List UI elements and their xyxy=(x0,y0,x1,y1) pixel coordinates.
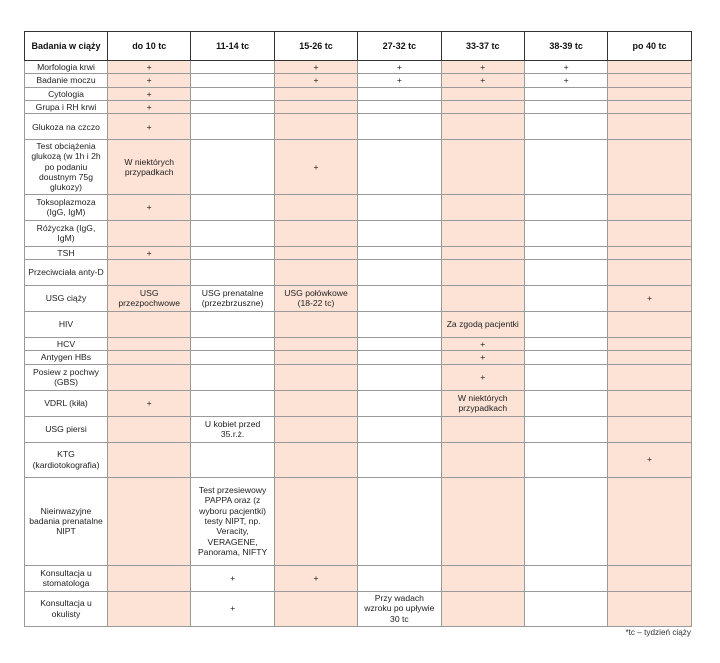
table-cell: + xyxy=(608,442,691,477)
table-cell xyxy=(608,61,691,74)
table-cell xyxy=(524,337,607,350)
table-cell xyxy=(524,477,607,565)
row-label: Antygen HBs xyxy=(25,351,108,364)
table-cell: + xyxy=(608,285,691,311)
table-cell xyxy=(191,100,274,113)
table-cell: + xyxy=(108,61,191,74)
table-row xyxy=(25,364,692,390)
table-cell xyxy=(524,114,607,140)
table-cell xyxy=(524,220,607,246)
table-cell xyxy=(274,100,357,113)
table-cell xyxy=(274,364,357,390)
table-cell xyxy=(108,591,191,626)
table-cell xyxy=(524,390,607,416)
table-cell: USG połówkowe (18-22 tc) xyxy=(274,285,357,311)
table-cell xyxy=(274,416,357,442)
table-cell: + xyxy=(524,61,607,74)
table-cell xyxy=(108,259,191,285)
table-cell xyxy=(108,337,191,350)
table-cell xyxy=(441,194,524,220)
table-row xyxy=(25,140,692,194)
table-cell xyxy=(441,416,524,442)
table-cell xyxy=(191,220,274,246)
table-cell xyxy=(191,61,274,74)
table-cell xyxy=(358,194,441,220)
table-cell xyxy=(524,194,607,220)
table-cell xyxy=(358,311,441,337)
row-label: Morfologia krwi xyxy=(25,61,108,74)
table-cell xyxy=(524,100,607,113)
column-header: 27-32 tc xyxy=(358,32,441,61)
table-cell xyxy=(441,246,524,259)
table-cell xyxy=(524,591,607,626)
table-cell: + xyxy=(441,61,524,74)
table-cell xyxy=(108,565,191,591)
table-cell xyxy=(274,220,357,246)
table-cell xyxy=(191,364,274,390)
table-row xyxy=(25,390,692,416)
table-cell xyxy=(274,246,357,259)
table-row xyxy=(25,285,692,311)
table-cell xyxy=(108,311,191,337)
table-cell xyxy=(608,140,691,194)
table-cell xyxy=(608,220,691,246)
table-cell xyxy=(524,364,607,390)
row-label: Toksoplazmoza (IgG, IgM) xyxy=(25,194,108,220)
table-cell xyxy=(441,100,524,113)
row-label: Nieinwazyjne badania prenatalne NIPT xyxy=(25,477,108,565)
table-row xyxy=(25,565,692,591)
table-cell xyxy=(608,246,691,259)
table-cell xyxy=(108,477,191,565)
table-cell: + xyxy=(191,591,274,626)
table-row xyxy=(25,591,692,626)
table-cell xyxy=(191,311,274,337)
table-cell xyxy=(108,220,191,246)
table-cell xyxy=(608,114,691,140)
table-cell xyxy=(358,259,441,285)
table-row xyxy=(25,337,692,350)
table-cell: W niektórych przypadkach xyxy=(108,140,191,194)
table-cell xyxy=(524,442,607,477)
table-row xyxy=(25,74,692,87)
table-cell: Przy wadach wzroku po upływie 30 tc xyxy=(358,591,441,626)
table-body xyxy=(25,61,692,627)
table-cell: + xyxy=(108,390,191,416)
table-cell xyxy=(191,442,274,477)
table-cell xyxy=(191,140,274,194)
table-cell: + xyxy=(191,565,274,591)
row-label: VDRL (kiła) xyxy=(25,390,108,416)
table-cell: USG przezpochwowe xyxy=(108,285,191,311)
table-cell xyxy=(358,364,441,390)
table-cell xyxy=(524,416,607,442)
table-cell xyxy=(358,351,441,364)
column-header: do 10 tc xyxy=(108,32,191,61)
table-cell xyxy=(441,591,524,626)
table-cell xyxy=(108,416,191,442)
table-cell xyxy=(608,477,691,565)
table-cell xyxy=(608,565,691,591)
table-cell xyxy=(191,337,274,350)
table-cell xyxy=(441,477,524,565)
table-row xyxy=(25,311,692,337)
row-label: TSH xyxy=(25,246,108,259)
table-cell xyxy=(358,477,441,565)
table-cell: + xyxy=(441,351,524,364)
table-cell xyxy=(524,311,607,337)
table-cell xyxy=(191,259,274,285)
table-cell xyxy=(441,87,524,100)
table-row xyxy=(25,114,692,140)
table-cell: + xyxy=(108,114,191,140)
table-cell xyxy=(524,87,607,100)
column-header: 15-26 tc xyxy=(274,32,357,61)
row-label: Posiew z pochwy (GBS) xyxy=(25,364,108,390)
table-cell xyxy=(191,87,274,100)
table-cell: + xyxy=(441,364,524,390)
table-row xyxy=(25,259,692,285)
table-cell xyxy=(358,114,441,140)
table-cell xyxy=(274,259,357,285)
row-label: HIV xyxy=(25,311,108,337)
table-row xyxy=(25,87,692,100)
table-cell: + xyxy=(274,61,357,74)
footnote: *tc – tydzień ciąży xyxy=(625,628,691,637)
table-row xyxy=(25,416,692,442)
table-cell xyxy=(108,364,191,390)
table-cell: + xyxy=(441,337,524,350)
table-cell xyxy=(441,140,524,194)
row-label: Konsultacja u okulisty xyxy=(25,591,108,626)
table-cell xyxy=(608,390,691,416)
table-cell xyxy=(358,390,441,416)
table-cell xyxy=(524,285,607,311)
row-label: Cytologia xyxy=(25,87,108,100)
table-cell: U kobiet przed 35.r.ż. xyxy=(191,416,274,442)
table-cell xyxy=(191,246,274,259)
table-cell xyxy=(608,337,691,350)
table-cell xyxy=(358,140,441,194)
table-cell: + xyxy=(108,74,191,87)
table-cell xyxy=(358,285,441,311)
table-cell xyxy=(108,351,191,364)
table-cell xyxy=(274,194,357,220)
table-cell: + xyxy=(358,61,441,74)
table-cell: Test przesiewowy PAPPA oraz (z wyboru pacjentki) testy NIPT, np. Veracity, VERAGENE, Panorama, NIFTY xyxy=(191,477,274,565)
table-row xyxy=(25,351,692,364)
table-cell xyxy=(358,565,441,591)
table-cell xyxy=(191,390,274,416)
table-cell: + xyxy=(108,87,191,100)
table-cell xyxy=(441,220,524,246)
row-label: Różyczka (IgG, IgM) xyxy=(25,220,108,246)
column-header: 38-39 tc xyxy=(524,32,607,61)
header-row xyxy=(25,32,692,61)
table-cell xyxy=(274,591,357,626)
table-cell xyxy=(274,87,357,100)
table-cell: + xyxy=(108,100,191,113)
table-cell: USG prenatalne (przezbrzuszne) xyxy=(191,285,274,311)
row-label: USG piersi xyxy=(25,416,108,442)
table-cell xyxy=(274,351,357,364)
table-cell: + xyxy=(441,74,524,87)
table-cell xyxy=(358,337,441,350)
table-cell xyxy=(358,416,441,442)
row-label: USG ciąży xyxy=(25,285,108,311)
header-corner: Badania w ciąży xyxy=(25,32,108,61)
row-label: Konsultacja u stomatologa xyxy=(25,565,108,591)
table-cell xyxy=(524,140,607,194)
table-cell xyxy=(441,565,524,591)
table-cell xyxy=(441,442,524,477)
row-label: Test obciążenia glukozą (w 1h i 2h po podaniu doustnym 75g glukozy) xyxy=(25,140,108,194)
table-cell xyxy=(191,351,274,364)
table-cell xyxy=(608,194,691,220)
row-label: Grupa i RH krwi xyxy=(25,100,108,113)
row-label: KTG (kardiotokografia) xyxy=(25,442,108,477)
table-cell xyxy=(358,87,441,100)
table-cell xyxy=(608,100,691,113)
table-cell xyxy=(191,194,274,220)
table-cell: + xyxy=(274,565,357,591)
table-cell xyxy=(441,114,524,140)
table-cell: Za zgodą pacjentki xyxy=(441,311,524,337)
row-label: Glukoza na czczo xyxy=(25,114,108,140)
table-cell xyxy=(274,337,357,350)
table-cell: + xyxy=(108,194,191,220)
table-cell xyxy=(608,416,691,442)
table-cell xyxy=(524,259,607,285)
table-cell xyxy=(358,220,441,246)
pregnancy-tests-table xyxy=(24,31,692,627)
table-cell xyxy=(108,442,191,477)
pregnancy-tests-table-wrapper xyxy=(24,31,691,627)
table-cell: + xyxy=(108,246,191,259)
table-cell xyxy=(524,565,607,591)
table-cell xyxy=(358,246,441,259)
table-row xyxy=(25,442,692,477)
table-cell: + xyxy=(274,140,357,194)
table-row xyxy=(25,61,692,74)
table-cell xyxy=(274,442,357,477)
table-cell: W niektórych przypadkach xyxy=(441,390,524,416)
table-cell xyxy=(358,442,441,477)
table-cell xyxy=(608,364,691,390)
table-cell xyxy=(608,259,691,285)
table-cell xyxy=(358,100,441,113)
table-cell: + xyxy=(358,74,441,87)
table-cell xyxy=(441,259,524,285)
table-cell xyxy=(608,311,691,337)
table-cell xyxy=(274,311,357,337)
table-row xyxy=(25,100,692,113)
table-row xyxy=(25,220,692,246)
table-cell xyxy=(441,285,524,311)
table-row xyxy=(25,194,692,220)
table-cell xyxy=(191,114,274,140)
row-label: Przeciwciała anty-D xyxy=(25,259,108,285)
table-cell: + xyxy=(274,74,357,87)
column-header: 33-37 tc xyxy=(441,32,524,61)
column-header: 11-14 tc xyxy=(191,32,274,61)
table-cell xyxy=(191,74,274,87)
table-row xyxy=(25,477,692,565)
table-row xyxy=(25,246,692,259)
row-label: Badanie moczu xyxy=(25,74,108,87)
table-cell xyxy=(608,591,691,626)
table-cell xyxy=(608,87,691,100)
column-header: po 40 tc xyxy=(608,32,691,61)
table-cell xyxy=(608,74,691,87)
table-cell xyxy=(524,246,607,259)
table-cell xyxy=(524,351,607,364)
table-cell xyxy=(274,114,357,140)
row-label: HCV xyxy=(25,337,108,350)
table-cell: + xyxy=(524,74,607,87)
table-cell xyxy=(274,390,357,416)
table-cell xyxy=(274,477,357,565)
table-cell xyxy=(608,351,691,364)
